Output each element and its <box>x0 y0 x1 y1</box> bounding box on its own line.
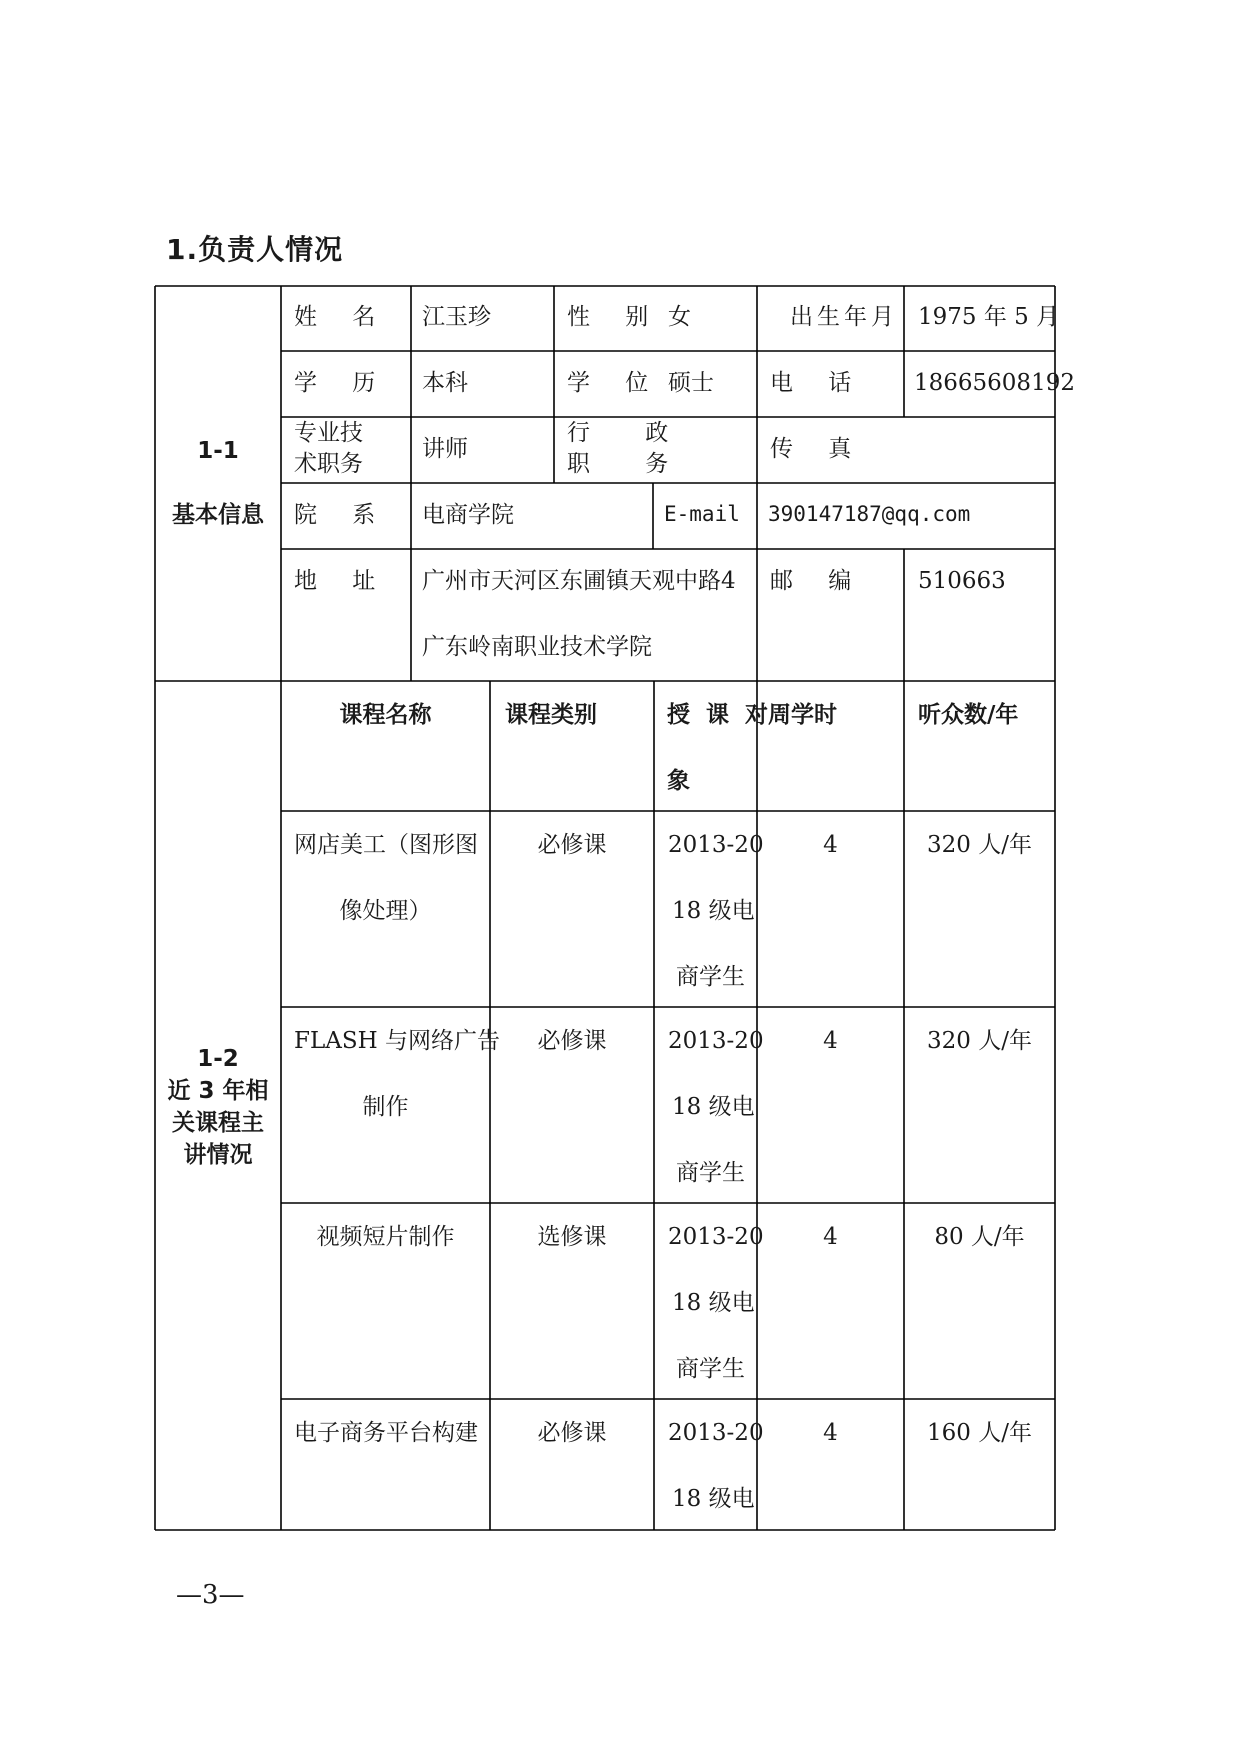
zip-value: 510663 <box>918 568 1006 594</box>
gender-value: 女 <box>668 304 691 330</box>
address-label: 地 址 <box>294 568 390 594</box>
course-4-hours: 4 <box>823 1420 838 1446</box>
degree-label: 学 位 <box>567 370 663 396</box>
col-header-target-line1: 授 课 对 <box>667 702 773 728</box>
courses-title-line2: 关课程主 <box>172 1110 264 1136</box>
course-3-name: 视频短片制作 <box>316 1224 455 1250</box>
basic-info-title: 基本信息 <box>172 502 264 528</box>
courses-number: 1-2 <box>197 1046 239 1072</box>
course-3-audience: 80 人/年 <box>934 1224 1025 1250</box>
course-2-target-line3: 商学生 <box>676 1160 745 1186</box>
col-header-course-name: 课程名称 <box>339 702 432 728</box>
course-4-audience: 160 人/年 <box>927 1420 1032 1446</box>
course-1-target-line1: 2013-20 <box>668 832 764 858</box>
course-3-target-line1: 2013-20 <box>668 1224 764 1250</box>
name-label: 姓 名 <box>294 304 390 330</box>
course-1-type: 必修课 <box>537 832 607 858</box>
address-line1: 广州市天河区东圃镇天观中路4 <box>422 568 736 594</box>
course-4-target-line2: 18 级电 <box>672 1486 755 1512</box>
email-label: E-mail <box>664 502 740 526</box>
course-2-target-line1: 2013-20 <box>668 1028 764 1054</box>
course-1-audience: 320 人/年 <box>927 832 1032 858</box>
gender-label: 性 别 <box>567 304 663 330</box>
education-value: 本科 <box>422 370 468 396</box>
degree-value: 硕士 <box>668 370 714 396</box>
col-header-course-type: 课程类别 <box>505 702 597 728</box>
course-1-hours: 4 <box>823 832 838 858</box>
phone-value: 18665608192 <box>914 370 1075 396</box>
course-2-hours: 4 <box>823 1028 838 1054</box>
birth-value: 1975 年 5 月 <box>918 304 1060 330</box>
email-value: 390147187@qq.com <box>768 502 971 526</box>
fax-label: 传 真 <box>770 436 866 462</box>
course-1-name-line1: 网店美工（图形图 <box>294 832 478 858</box>
course-4-target-line1: 2013-20 <box>668 1420 764 1446</box>
course-3-type: 选修课 <box>537 1224 607 1250</box>
admin-position-label-line1: 行 政 <box>567 420 693 446</box>
zip-label: 邮 编 <box>770 568 866 594</box>
course-2-target-line2: 18 级电 <box>672 1094 755 1120</box>
department-value: 电商学院 <box>422 502 514 528</box>
course-2-audience: 320 人/年 <box>927 1028 1032 1054</box>
professional-title-value: 讲师 <box>422 436 468 462</box>
birth-label: 出生年月 <box>790 304 898 330</box>
course-4-type: 必修课 <box>537 1420 607 1446</box>
course-3-target-line3: 商学生 <box>676 1356 745 1382</box>
address-line2: 广东岭南职业技术学院 <box>422 634 652 660</box>
basic-info-number: 1-1 <box>197 438 239 464</box>
course-2-name-line2: 制作 <box>362 1094 409 1120</box>
course-3-hours: 4 <box>823 1224 838 1250</box>
course-2-type: 必修课 <box>537 1028 607 1054</box>
education-label: 学 历 <box>294 370 390 396</box>
course-1-target-line3: 商学生 <box>676 964 745 990</box>
page-number: —3— <box>176 1580 245 1610</box>
col-header-target-line2: 象 <box>667 768 690 794</box>
department-label: 院 系 <box>294 502 390 528</box>
professional-title-label-line2: 术职务 <box>294 451 363 477</box>
course-4-name: 电子商务平台构建 <box>294 1420 478 1446</box>
course-1-target-line2: 18 级电 <box>672 898 755 924</box>
col-header-audience: 听众数/年 <box>918 702 1019 728</box>
professional-title-label-line1: 专业技 <box>294 420 363 446</box>
courses-title-line3: 讲情况 <box>183 1142 253 1168</box>
course-2-name-line1: FLASH 与网络广告 <box>294 1028 500 1054</box>
col-header-weekly-hours: 周学时 <box>768 702 837 728</box>
course-1-name-line2: 像处理） <box>339 898 432 924</box>
course-3-target-line2: 18 级电 <box>672 1290 755 1316</box>
name-value: 江玉珍 <box>422 304 491 330</box>
courses-title-line1: 近 3 年相 <box>167 1078 269 1104</box>
admin-position-label-line2: 职 务 <box>567 451 693 477</box>
phone-label: 电 话 <box>770 370 866 396</box>
section-title: 1.负责人情况 <box>166 233 344 266</box>
